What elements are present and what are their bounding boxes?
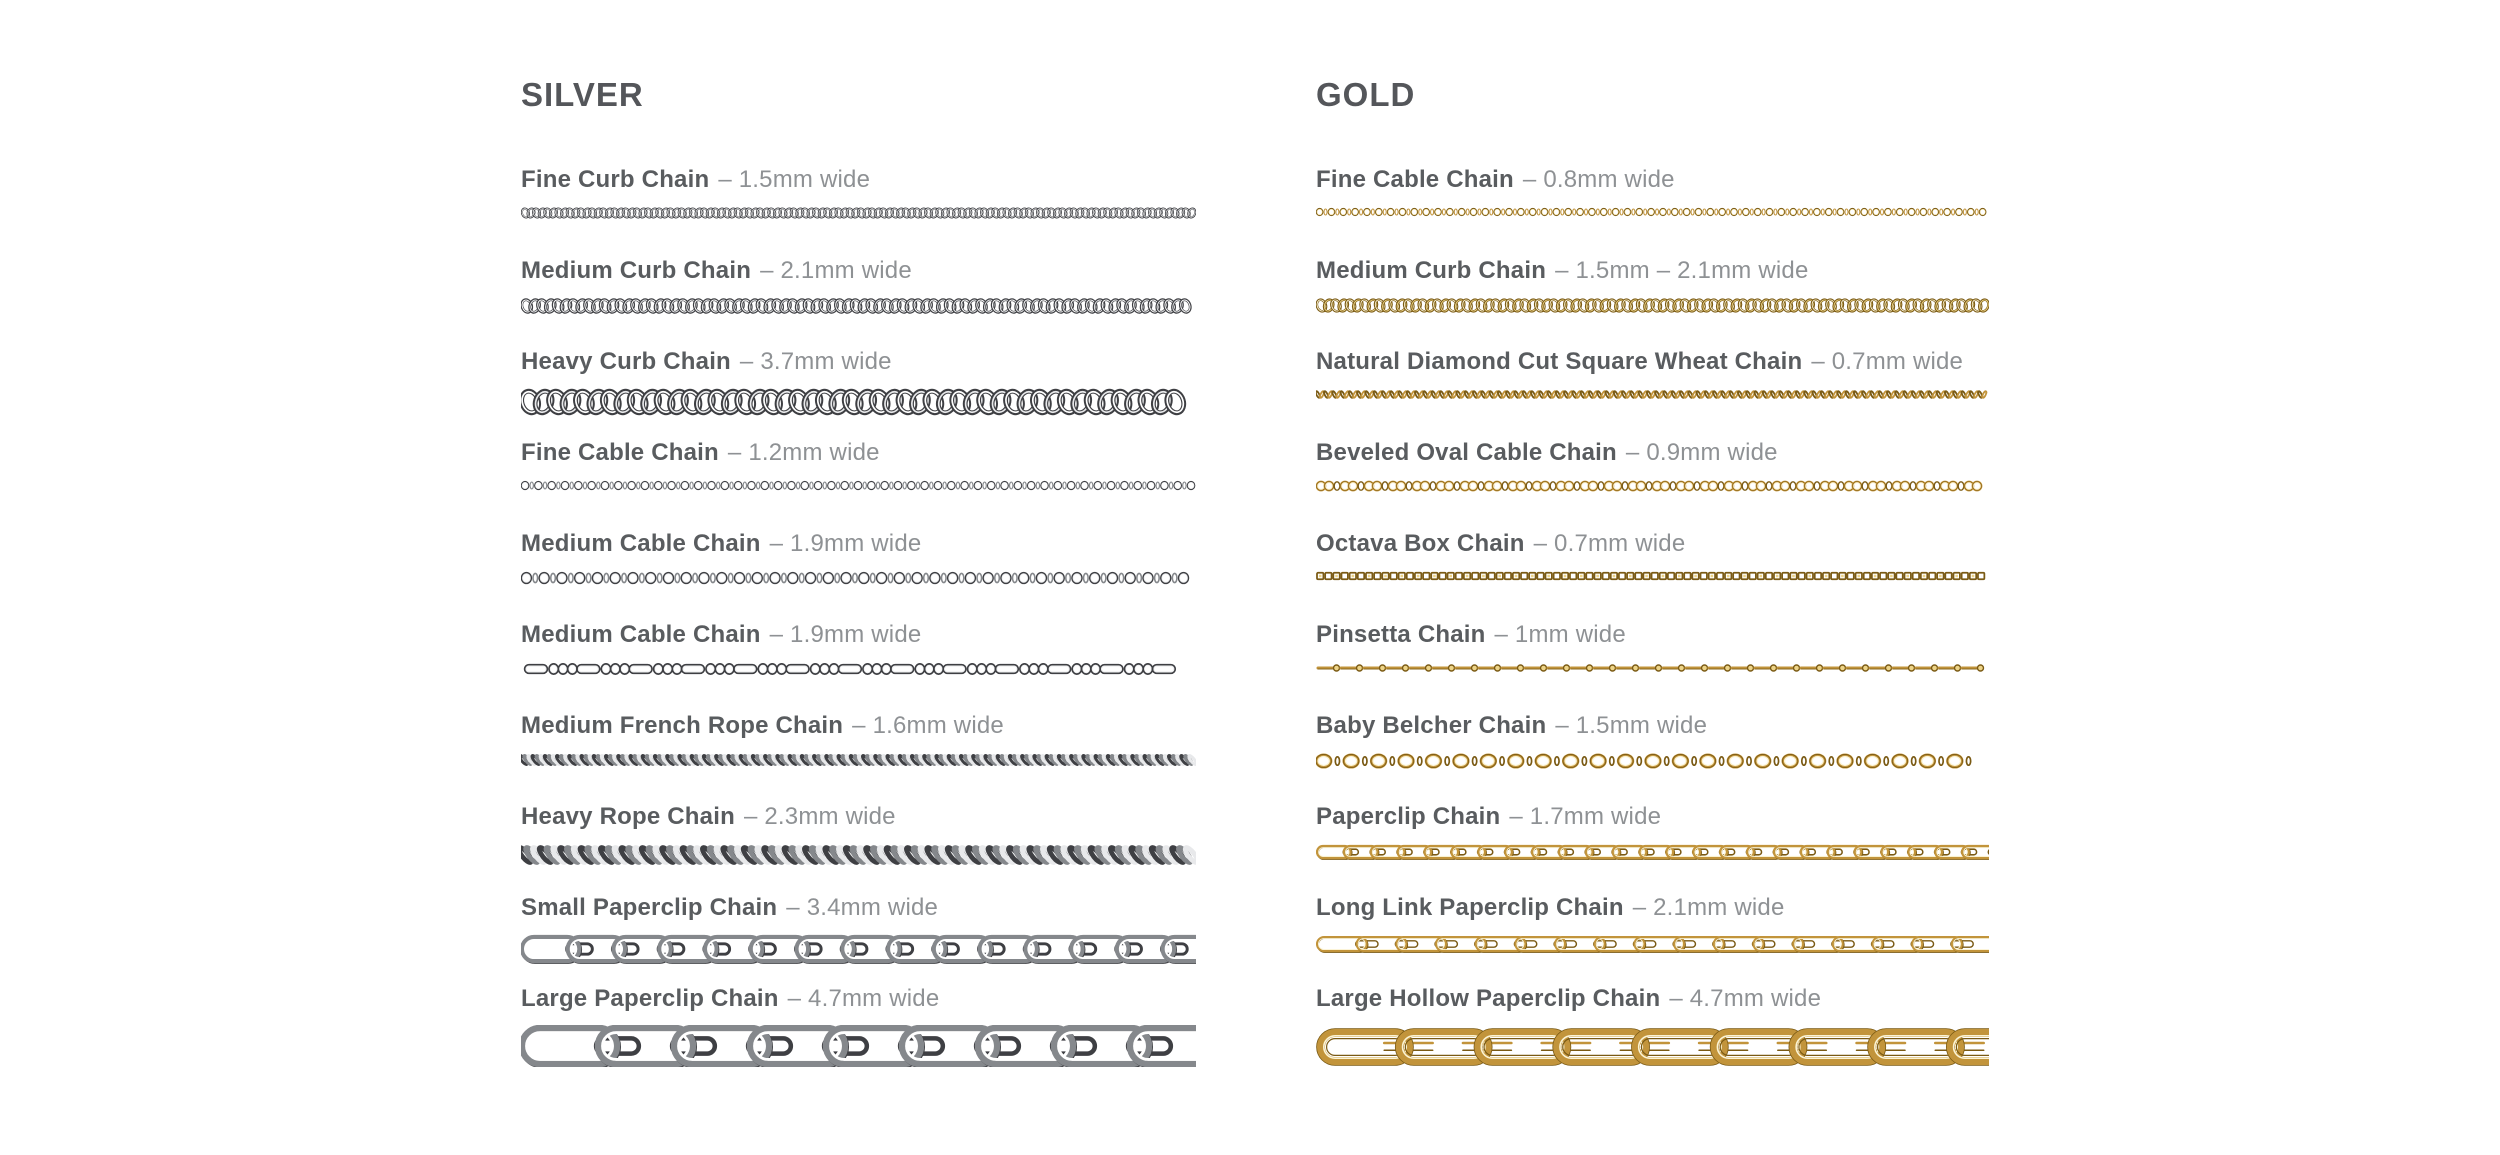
chain-image (1316, 934, 1989, 954)
chain-image (521, 570, 1196, 586)
chain-image (1316, 661, 1989, 675)
chain-size: – 0.9mm wide (1625, 439, 1778, 466)
chain-item (1316, 258, 1989, 314)
chain-size: – 1.5mm wide (718, 166, 871, 193)
chain-image (521, 934, 1196, 964)
chain-item (1316, 440, 1989, 493)
chain-item-label (1316, 804, 1989, 830)
chain-name: Octava Box Chain (1316, 530, 1525, 557)
chain-image (521, 206, 1196, 220)
chain-name: Fine Cable Chain (1316, 166, 1514, 193)
chain-name: Paperclip Chain (1316, 803, 1501, 830)
chain-item (1316, 622, 1989, 675)
chain-item (1316, 713, 1989, 770)
chain-size: – 1.5mm wide (1555, 712, 1708, 739)
chain-size: – 1.7mm wide (1509, 803, 1662, 830)
chain-item-label (1316, 622, 1989, 648)
chain-item (521, 713, 1196, 768)
chain-item-label (1316, 713, 1989, 739)
chain-item (521, 167, 1196, 220)
chain-image (1316, 479, 1989, 493)
chain-size: – 1.9mm wide (769, 621, 922, 648)
chain-item (521, 531, 1196, 586)
silver-column (521, 78, 1196, 1077)
chain-item-label (521, 349, 1196, 375)
chain-size: – 1.6mm wide (852, 712, 1004, 739)
chain-size: – 1.5mm – 2.1mm wide (1555, 257, 1809, 284)
gold-column (1316, 78, 1989, 1077)
chain-item-label (1316, 349, 1989, 375)
chain-name: Medium Curb Chain (1316, 257, 1547, 284)
chain-item (521, 349, 1196, 416)
chain-name: Medium Curb Chain (521, 257, 752, 284)
chain-image (1316, 297, 1989, 314)
chain-image (521, 388, 1196, 416)
chain-item (1316, 986, 1989, 1069)
chain-item-label (521, 440, 1196, 466)
chain-item-label (1316, 258, 1989, 284)
chain-image (521, 661, 1196, 677)
chain-item-label (521, 804, 1196, 830)
chain-item (1316, 349, 1989, 401)
chain-name: Fine Cable Chain (521, 439, 719, 466)
chain-item-label (521, 531, 1196, 557)
chain-name: Large Paperclip Chain (521, 985, 779, 1012)
chain-item (1316, 895, 1989, 954)
chain-image (1316, 752, 1989, 770)
chain-image (1316, 843, 1989, 861)
chain-item (521, 622, 1196, 677)
chain-name: Medium French Rope Chain (521, 712, 844, 739)
chain-image (1316, 570, 1989, 582)
column-title-silver: SILVER (521, 76, 644, 113)
chain-image (521, 843, 1196, 867)
chain-size: – 2.1mm wide (760, 257, 912, 284)
chain-name: Medium Cable Chain (521, 530, 761, 557)
chain-name: Baby Belcher Chain (1316, 712, 1547, 739)
chain-size: – 4.7mm wide (787, 985, 940, 1012)
chain-item-label (521, 713, 1196, 739)
chain-name: Pinsetta Chain (1316, 621, 1486, 648)
chain-size: – 4.7mm wide (1669, 985, 1822, 1012)
chain-image (1316, 206, 1989, 218)
chain-item-label (521, 895, 1196, 921)
chain-item-label (1316, 895, 1989, 921)
chain-item-label (521, 258, 1196, 284)
chain-name: Heavy Rope Chain (521, 803, 735, 830)
chain-image (521, 479, 1196, 492)
chain-size: – 0.7mm wide (1533, 530, 1686, 557)
chain-item-label (521, 622, 1196, 648)
chain-size: – 2.1mm wide (1632, 894, 1785, 921)
chain-item (521, 986, 1196, 1067)
chain-list-gold (1316, 167, 1989, 1069)
chain-item (521, 804, 1196, 867)
chain-item-label (521, 986, 1196, 1012)
chain-name: Fine Curb Chain (521, 166, 710, 193)
chain-image (521, 1025, 1196, 1067)
chain-item (521, 895, 1196, 964)
chain-item (521, 440, 1196, 492)
chain-name: Beveled Oval Cable Chain (1316, 439, 1617, 466)
chain-name: Long Link Paperclip Chain (1316, 894, 1624, 921)
chain-image (1316, 1025, 1989, 1069)
chain-name: Heavy Curb Chain (521, 348, 731, 375)
chain-name: Natural Diamond Cut Square Wheat Chain (1316, 348, 1803, 375)
chain-image (521, 752, 1196, 768)
chain-item (1316, 531, 1989, 582)
chain-item-label (1316, 440, 1989, 466)
chain-size: – 0.8mm wide (1522, 166, 1675, 193)
chain-item (1316, 804, 1989, 861)
chain-size: – 2.3mm wide (743, 803, 896, 830)
chain-name: Small Paperclip Chain (521, 894, 778, 921)
chain-size: – 3.7mm wide (739, 348, 892, 375)
chain-list-silver (521, 167, 1196, 1067)
chain-size: – 1.2mm wide (727, 439, 880, 466)
chain-name: Medium Cable Chain (521, 621, 761, 648)
chain-item (1316, 167, 1989, 218)
chain-name: Large Hollow Paperclip Chain (1316, 985, 1661, 1012)
chain-image (521, 297, 1196, 315)
chain-size: – 3.4mm wide (786, 894, 939, 921)
chain-item-label (1316, 531, 1989, 557)
chain-size: – 1.9mm wide (769, 530, 922, 557)
chain-item (521, 258, 1196, 315)
column-title-gold: GOLD (1316, 76, 1416, 113)
chain-image (1316, 388, 1989, 401)
chain-size: – 1mm wide (1494, 621, 1626, 648)
chain-item-label (521, 167, 1196, 193)
chain-item-label (1316, 167, 1989, 193)
chain-item-label (1316, 986, 1989, 1012)
chain-size: – 0.7mm wide (1811, 348, 1964, 375)
